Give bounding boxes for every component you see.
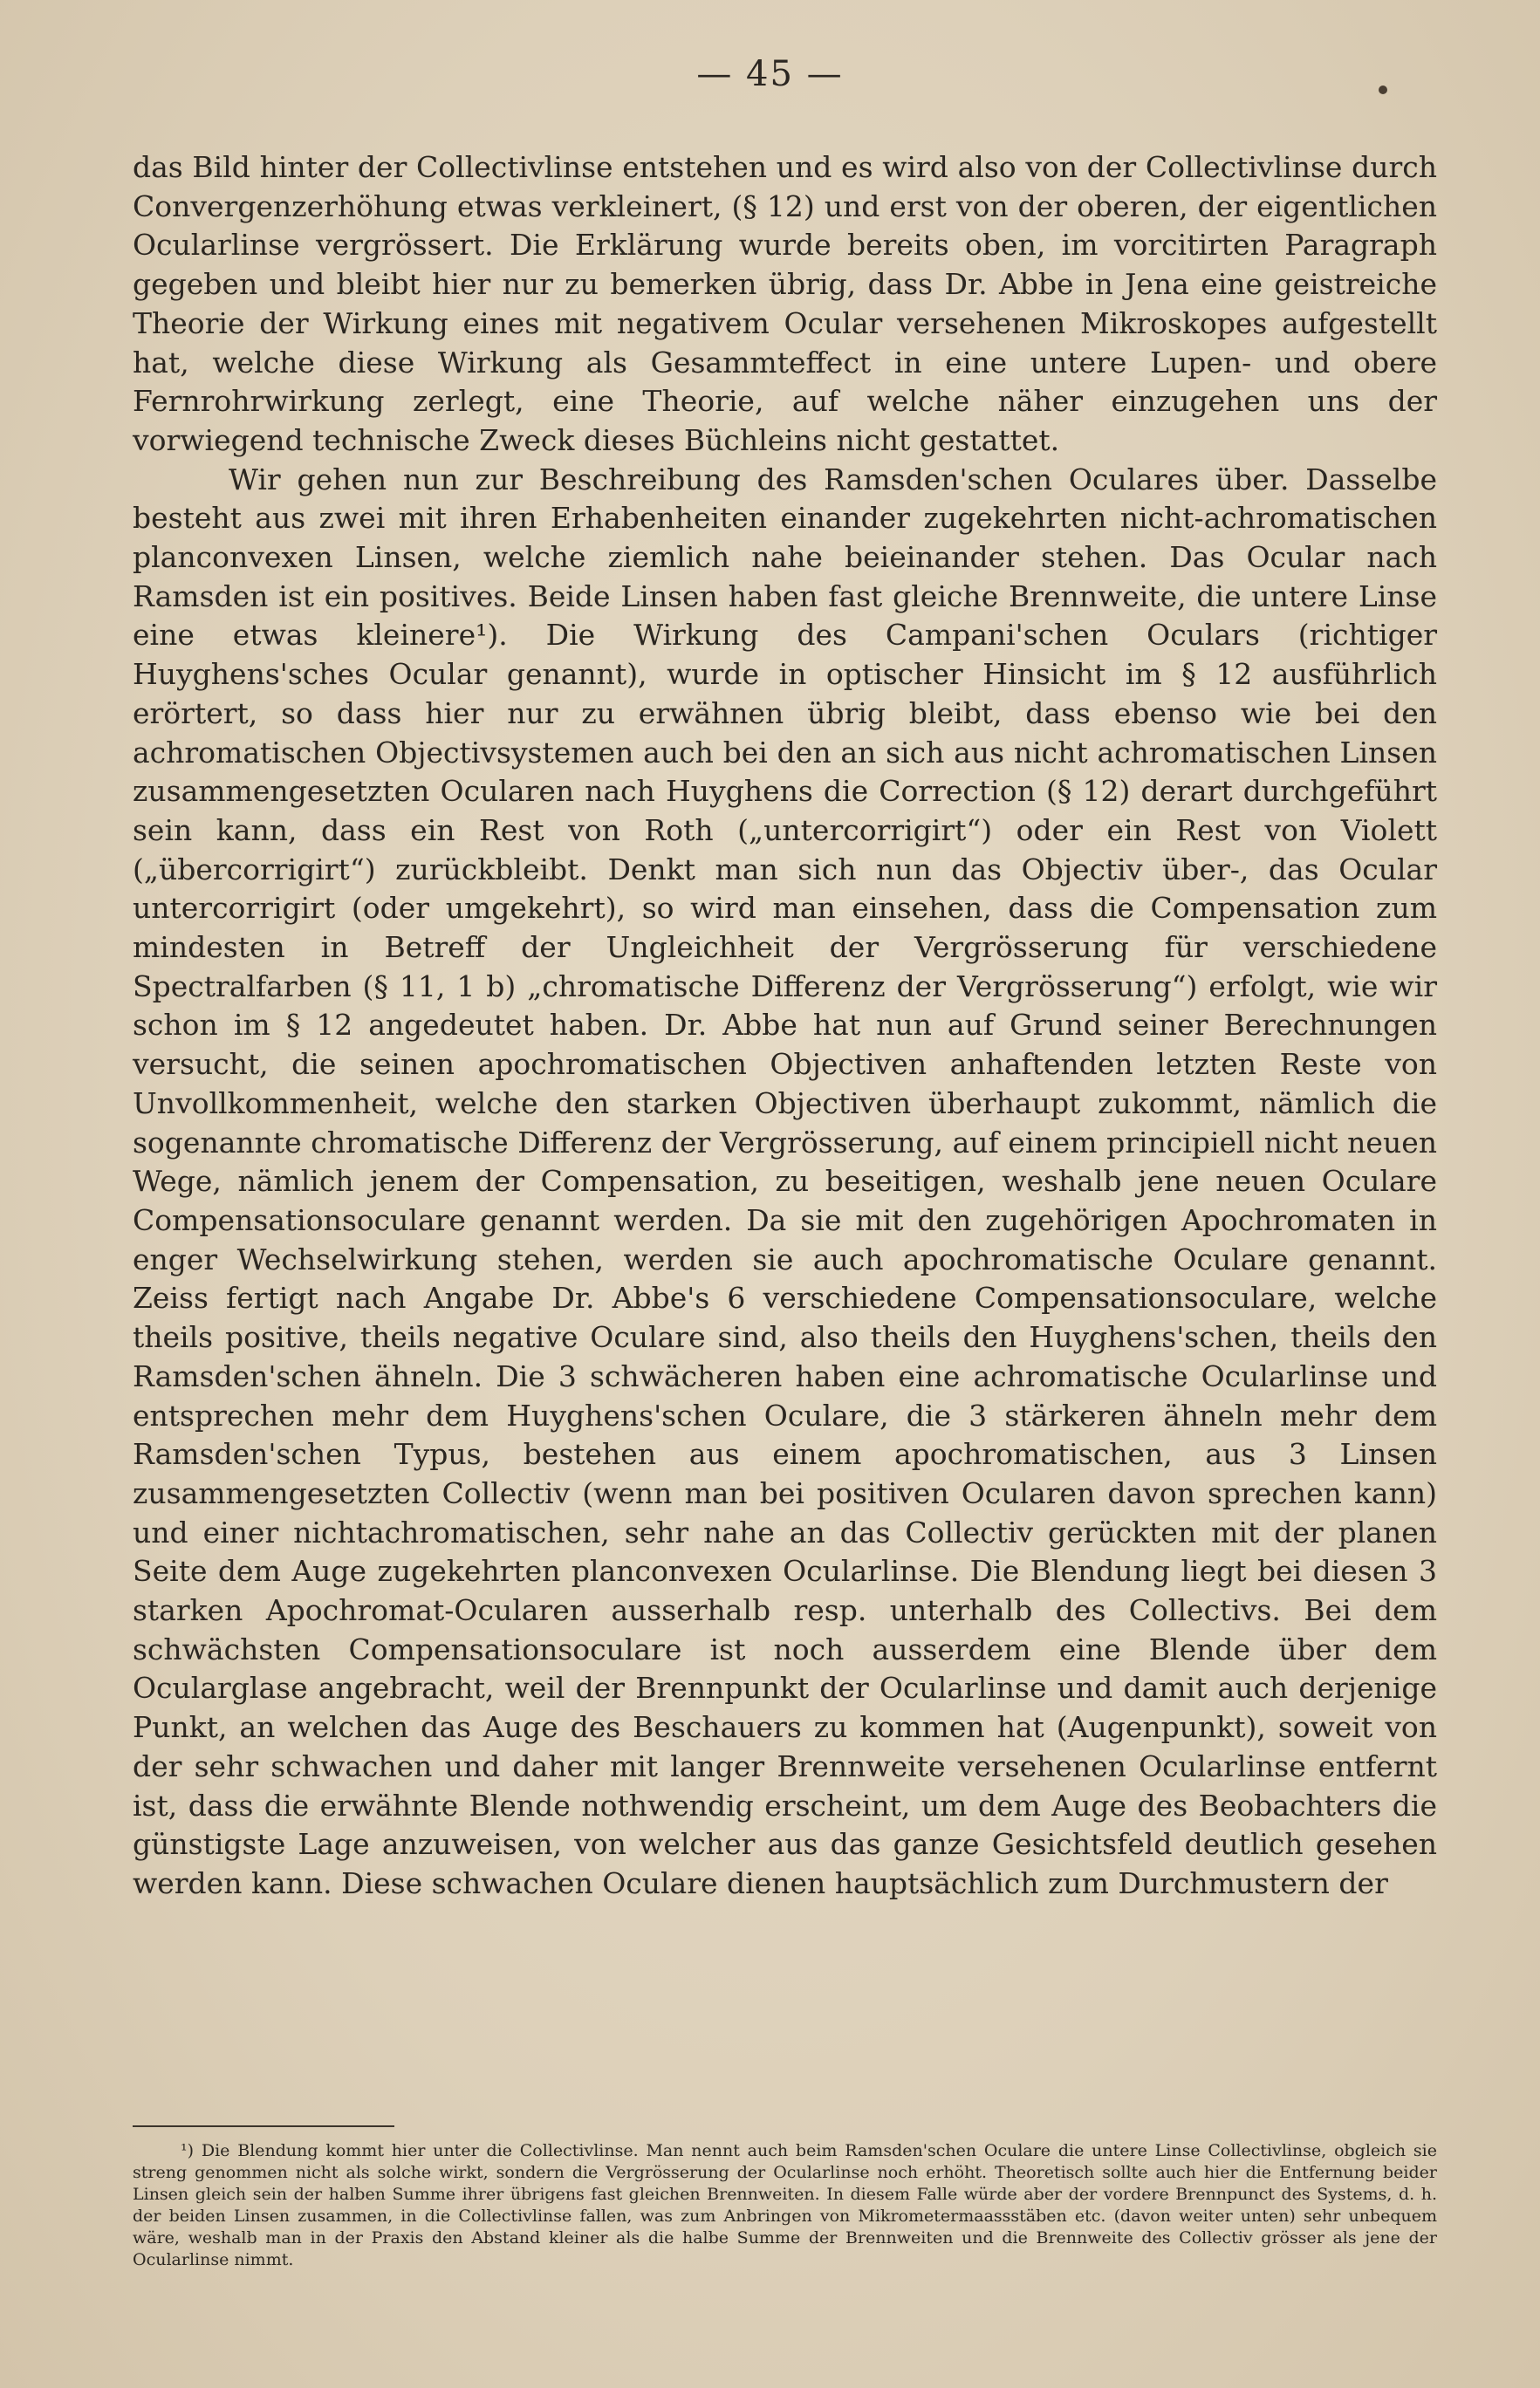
paragraph-1: das Bild hinter der Collectivlinse entstehen und es wird also von der Collectivlinse durch Convergenzerhöhung etwas verkleinert, (§ 12) und erst von der oberen, der eigentlichen Ocularlinse vergrössert. Die Erklärung wurde bereits oben, im vorcitirten Paragraph gegeben und bleibt hier nur zu bemerken übrig, dass Dr. Abbe in Jena eine geistreiche Theorie der Wirkung eines mit negativem Ocular versehenen Mikroskopes aufgestellt hat, welche diese Wirkung als Gesammteffect in eine untere Lupen- und obere Fernrohrwirkung zerlegt, eine Theorie, auf welche näher einzugehen uns der vorwiegend technische Zweck dieses Büchleins nicht gestattet. — [133, 150, 1437, 457]
footnote: ¹) Die Blendung kommt hier unter die Collectivlinse. Man nennt auch beim Ramsden'schen Oculare die untere Linse Collectivlinse, obgleich sie streng genommen nicht als solche wirkt, sondern die Vergrösserung der Ocularlinse noch erhöht. Theoretisch sollte auch hier die Entfernung beider Linsen gleich sein der halben Summe ihrer übrigens fast gleichen Brennweiten. In diesem Falle würde aber der vordere Brennpunct des Systems, d. h. der beiden Linsen zusammen, in die Collectivlinse fallen, was zum Anbringen von Mikrometermaassstäben etc. (davon weiter unten) sehr unbequem wäre, weshalb man in der Praxis den Abstand kleiner als die halbe Summe der Brennweiten und die Brennweite des Collectiv grösser als jene der Ocularlinse nimmt. — [133, 2141, 1437, 2269]
main-text — [133, 148, 1437, 1904]
ink-spot — [1379, 86, 1387, 94]
footnote-divider — [133, 2125, 394, 2127]
paragraph-2: Wir gehen nun zur Beschreibung des Ramsden'schen Oculares über. Dasselbe besteht aus zwei mit ihren Erhabenheiten einander zugekehrten nicht-achromatischen planconvexen Linsen, welche ziemlich nahe beieinander stehen. Das Ocular nach Ramsden ist ein positives. Beide Linsen haben fast gleiche Brennweite, die untere Linse eine etwas kleinere¹). Die Wirkung des Campani'schen Oculars (richtiger Huyghens'sches Ocular genannt), wurde in optischer Hinsicht im § 12 ausführlich erörtert, so dass hier nur zu erwähnen übrig bleibt, dass ebenso wie bei den achromatischen Objectivsystemen auch bei den an sich aus nicht achromatischen Linsen zusammengesetzten Ocularen nach Huyghens die Correction (§ 12) derart durchgeführt sein kann, dass ein Rest von Roth („untercorrigirt“) oder ein Rest von Violett („übercorrigirt“) zurückbleibt. Denkt man sich nun das Objectiv über-, das Ocular untercorrigirt (oder umgekehrt), so wird man einsehen, dass die Compensation zum mindesten in Betreff der Ungleichheit der Vergrösserung für verschiedene Spectralfarben (§ 11, 1 b) „chromatische Differenz der Vergrösserung“) erfolgt, wie wir schon im § 12 angedeutet haben. Dr. Abbe hat nun auf Grund seiner Berechnungen versucht, die seinen apochromatischen Objectiven anhaftenden letzten Reste von Unvollkommenheit, welche den starken Objectiven überhaupt zukommt, nämlich die sogenannte chromatische Differenz der Vergrösserung, auf einem principiell nicht neuen Wege, nämlich jenem der Compensation, zu beseitigen, weshalb jene neuen Oculare Compensationsoculare genannt werden. Da sie mit den zugehörigen Apochromaten in enger Wechselwirkung stehen, werden sie auch apochromatische Oculare genannt. Zeiss fertigt nach Angabe Dr. Abbe's 6 verschiedene Compensationsoculare, welche theils positive, theils negative Oculare sind, also theils den Huyghens'schen, theils den Ramsden'schen ähneln. Die 3 schwächeren haben eine achromatische Ocularlinse und entsprechen mehr dem Huyghens'schen Oculare, die 3 stärkeren ähneln mehr dem Ramsden'schen Typus, bestehen aus einem apochromatischen, aus 3 Linsen zusammengesetzten Collectiv (wenn man bei positiven Ocularen davon sprechen kann) und einer nichtachromatischen, sehr nahe an das Collectiv gerückten mit der planen Seite dem Auge zugekehrten planconvexen Ocularlinse. Die Blendung liegt bei diesen 3 starken Apochromat-Ocularen ausserhalb resp. unterhalb des Collectivs. Bei dem schwächsten Compensationsoculare ist noch ausserdem eine Blende über dem Ocularglase angebracht, weil der Brennpunkt der Ocularlinse und damit auch derjenige Punkt, an welchen das Auge des Beschauers zu kommen hat (Augenpunkt), soweit von der sehr schwachen und daher mit langer Brennweite versehenen Ocularlinse entfernt ist, dass die erwähnte Blende nothwendig erscheint, um dem Auge des Beobachters die günstigste Lage anzuweisen, von welcher aus das ganze Gesichtsfeld deutlich gesehen werden kann. Diese schwachen Oculare dienen hauptsächlich zum Durchmustern der — [133, 462, 1437, 1900]
page-number: — 45 — — [696, 54, 844, 94]
